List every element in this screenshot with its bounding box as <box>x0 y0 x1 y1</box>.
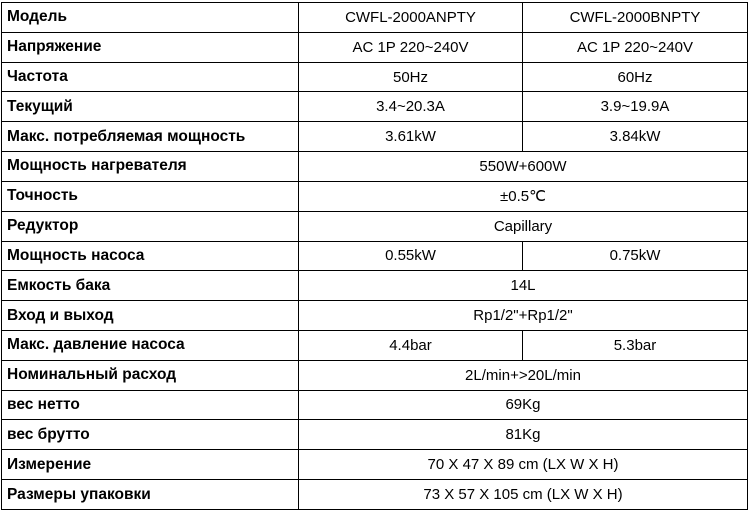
table-row-precision <box>2 181 748 211</box>
value-a: 3.61kW <box>299 122 523 152</box>
table-row-heater-power <box>2 152 748 182</box>
row-label: Мощность нагревателя <box>2 152 299 182</box>
value-b: 3.84kW <box>523 122 748 152</box>
value-a: 50Hz <box>299 62 523 92</box>
value-shared: ±0.5℃ <box>299 181 748 211</box>
row-label: Модель <box>2 3 299 33</box>
row-label: Редуктор <box>2 211 299 241</box>
value-shared: 69Kg <box>299 390 748 420</box>
value-shared: Rp1/2"+Rp1/2" <box>299 301 748 331</box>
table-row-package-dimensions <box>2 480 748 510</box>
value-b: 5.3bar <box>523 330 748 360</box>
value-b: 60Hz <box>523 62 748 92</box>
row-label: Емкость бака <box>2 271 299 301</box>
table-row-gross-weight <box>2 420 748 450</box>
table-row-inlet-outlet <box>2 301 748 331</box>
row-label: Макс. давление насоса <box>2 330 299 360</box>
row-label: Текущий <box>2 92 299 122</box>
value-shared: Capillary <box>299 211 748 241</box>
value-a: 4.4bar <box>299 330 523 360</box>
row-label: Измерение <box>2 450 299 480</box>
row-label: Напряжение <box>2 32 299 62</box>
row-label: Макс. потребляемая мощность <box>2 122 299 152</box>
spec-table <box>1 2 748 510</box>
value-shared: 550W+600W <box>299 152 748 182</box>
row-label: Мощность насоса <box>2 241 299 271</box>
value-shared: 73 X 57 X 105 cm (LX W X H) <box>299 480 748 510</box>
value-shared: 81Kg <box>299 420 748 450</box>
table-row-pump-power <box>2 241 748 271</box>
table-row-tank-capacity <box>2 271 748 301</box>
table-row-reducer <box>2 211 748 241</box>
table-row-voltage <box>2 32 748 62</box>
value-a: AC 1P 220~240V <box>299 32 523 62</box>
value-shared: 2L/min+>20L/min <box>299 360 748 390</box>
value-shared: 14L <box>299 271 748 301</box>
table-row-rated-flow <box>2 360 748 390</box>
value-b: 0.75kW <box>523 241 748 271</box>
value-b: CWFL-2000BNPTY <box>523 3 748 33</box>
row-label: Точность <box>2 181 299 211</box>
row-label: Размеры упаковки <box>2 480 299 510</box>
value-b: AC 1P 220~240V <box>523 32 748 62</box>
value-b: 3.9~19.9A <box>523 92 748 122</box>
table-row-dimensions <box>2 450 748 480</box>
row-label: Частота <box>2 62 299 92</box>
row-label: вес нетто <box>2 390 299 420</box>
value-a: 0.55kW <box>299 241 523 271</box>
table-row-current <box>2 92 748 122</box>
value-shared: 70 X 47 X 89 cm (LX W X H) <box>299 450 748 480</box>
table-row-net-weight <box>2 390 748 420</box>
table-row-model <box>2 3 748 33</box>
row-label: вес брутто <box>2 420 299 450</box>
table-row-frequency <box>2 62 748 92</box>
table-row-max-power <box>2 122 748 152</box>
value-a: CWFL-2000ANPTY <box>299 3 523 33</box>
row-label: Вход и выход <box>2 301 299 331</box>
row-label: Номинальный расход <box>2 360 299 390</box>
table-row-max-pump-pressure <box>2 330 748 360</box>
value-a: 3.4~20.3A <box>299 92 523 122</box>
